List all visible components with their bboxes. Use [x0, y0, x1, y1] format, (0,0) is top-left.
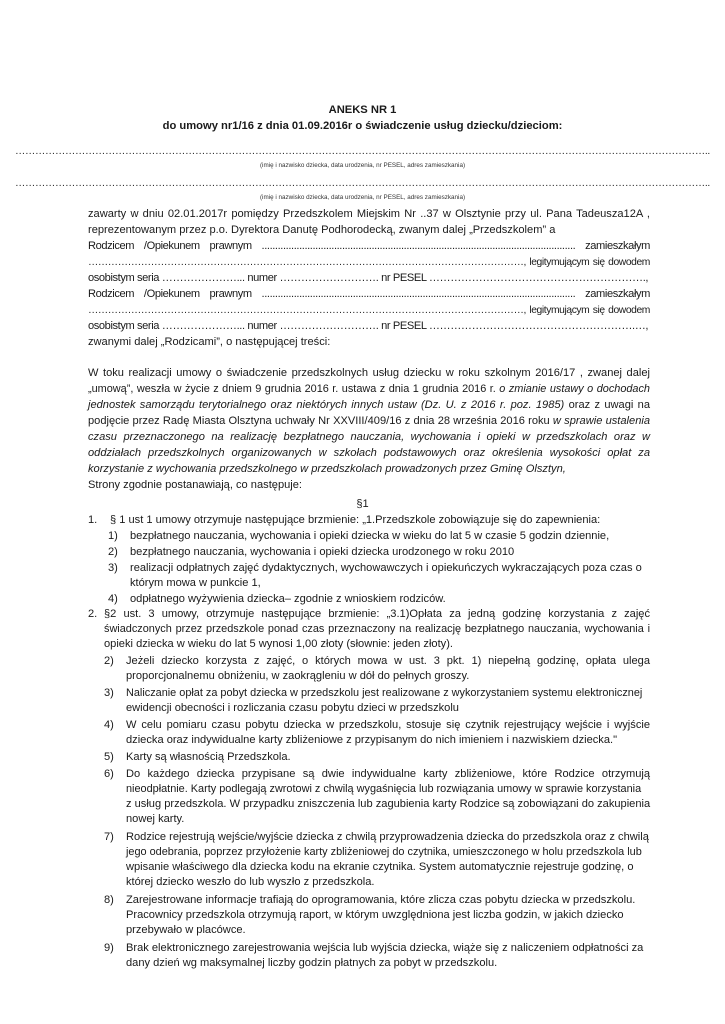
item-2-sub-9-number: 9): [104, 942, 114, 954]
item-1-sub-2-number: 2): [108, 546, 118, 558]
preamble-line-8: Strony zgodnie postanawiają, co następuje:: [88, 479, 303, 491]
item-2-number: 2.: [88, 608, 98, 620]
preamble-line-2-italic: o zmianie ustawy o dochodach: [499, 383, 650, 395]
parties-line-7: ……………………………………………………………………………………………………………………, legitymującym się dowodem: [88, 305, 650, 316]
parties-line-5: osobistym seria …………………... numer ………………………. nr PESEL …………………………………………………….,: [88, 272, 649, 284]
preamble-line-4-text: podjęcie przez Radę Miasta Olsztyna uchwały Nr XXVIII/409/16 z dnia 28 września 2016 roku: [88, 415, 550, 427]
item-2-sub-7-line-4: której dziecko weszło do lub wyszło z przedszkola.: [126, 876, 375, 888]
annex-subtitle: do umowy nr1/16 z dnia 01.09.2016r o świadczenie usług dziecku/dzieciom:: [162, 120, 563, 132]
parties-line-9: zwanymi dalej „Rodzicami”, o następującej treści:: [88, 336, 331, 348]
item-2-sub-7-line-3: wpisanie właściwego dla dziecka kodu na ekranie czytnika. System automatycznie rejestruje godzinę, o: [126, 861, 634, 873]
child-info-hint-2: (imię i nazwisko dziecka, data urodzenia, nr PESEL, adres zamieszkania): [259, 194, 466, 201]
item-2-line-3: opieki dziecka w wieku do lat 5 wynosi 1,00 złoty (słownie: jeden złoty).: [104, 638, 454, 650]
parties-line-8: osobistym seria …………………... numer ………………………. nr PESEL ………………………………………………….…,: [88, 320, 649, 332]
item-2-sub-5-line-1: Karty są własnością Przedszkola.: [126, 751, 291, 763]
parties-line-1: zawarty w dniu 02.01.2017r pomiędzy Przedszkolem Miejskim Nr ..37 w Olsztynie przy ul. Pana Tadeusza12A ,: [88, 208, 650, 220]
item-1-sub-1-line-1: bezpłatnego nauczania, wychowania i opieki dziecka w wieku do lat 5 w czasie 5 godzin dziennie,: [130, 530, 610, 542]
parties-line-6: Rodzicem /Opiekunem prawnym ..................................................................................................................... zamieszkałym: [88, 288, 650, 300]
preamble-line-4: [88, 414, 650, 429]
preamble-line-3: [88, 398, 650, 413]
item-2-line-1: §2 ust. 3 umowy, otrzymuje następujące brzmienie: „3.1)Opłata za jedną godzinę korzystania z zajęć: [104, 608, 650, 620]
item-2-sub-6-line-1: Do każdego dziecka przypisane są dwie indywidualne karty zbliżeniowe, które Rodzice otrzymują: [126, 768, 650, 780]
item-2-sub-2-line-1: Jeżeli dziecko korzysta z zajęć, o których mowa w ust. 3 pkt. 1) niepełną godzinę, opłata ulega: [126, 655, 650, 667]
item-2-line-2: świadczonych przez przedszkole ponad czas przeznaczony na realizację bezpłatnego nauczania, wychowania i: [104, 623, 650, 635]
item-2-sub-8-line-3: przebywało w placówce.: [126, 924, 246, 936]
preamble-line-7-italic: korzystanie z wychowania przedszkolnego w przedszkolach prowadzonych przez Gminę Olsztyn,: [88, 463, 566, 475]
item-2-sub-7-line-2: jego odebrania, poprzez przyłożenie karty zbliżeniowej do czytnika, umieszczonego w holu przedszkola lub: [126, 846, 642, 858]
parties-line-4: ……………………………………………………………………………………………………………………, legitymującym się dowodem: [88, 257, 650, 268]
item-2-sub-2-line-2: proporcjonalnemu obniżeniu, w zaokrągleniu w dół do pełnych groszy.: [126, 670, 470, 682]
item-2-sub-3-number: 3): [104, 687, 114, 699]
item-2-sub-8-line-1: Zarejestrowane informacje trafiają do oprogramowania, które zlicza czas pobytu dziecka w przedszkolu.: [126, 894, 636, 906]
item-2-sub-6-line-3: z usług przedszkola. W przypadku zniszczenia lub zagubienia karty Rodzice są zobowiązani do zakupienia: [126, 798, 651, 810]
item-2-sub-9-line-1: Brak elektronicznego zarejestrowania wejścia lub wyjścia dziecka, wiąże się z naliczeniem odpłatności za: [126, 942, 644, 954]
parties-line-2: reprezentowanym przez p.o. Dyrektora Danutę Podhorodecką, zwanym dalej „Przedszkolem” a: [88, 224, 556, 236]
item-1-number: 1.: [88, 514, 98, 526]
item-2-sub-3-line-1: Naliczanie opłat za pobyt dziecka w przedszkolu jest realizowane z wykorzystaniem systemu elektronicznej: [126, 687, 643, 699]
item-1-sub-3-number: 3): [108, 562, 118, 574]
preamble-line-6-italic: oddziałach przedszkolnych organizowanych w szkołach podstawowych oraz określenia wysokości opłat za: [88, 447, 650, 459]
child-info-line-1: ………………………………………………………………………………………………………………………………………………………………………………………..: [15, 146, 710, 157]
item-2-sub-6-line-2: nieodpłatnie. Karty podlegają zwrotowi z chwilą wygaśnięcia lub rozwiązania umowy w sprawie korzystania: [126, 783, 642, 795]
item-1-sub-1-number: 1): [108, 530, 118, 542]
preamble-line-6: [88, 446, 650, 461]
item-2-sub-4-number: 4): [104, 719, 114, 731]
item-1-sub-4-number: 4): [108, 593, 118, 605]
item-1-sub-2-line-1: bezpłatnego nauczania, wychowania i opieki dziecka urodzonego w roku 2010: [130, 546, 515, 558]
item-1-sub-3-line-2: którym mowa w punkcie 1,: [130, 577, 261, 589]
preamble-line-2-text: „umową”, weszła w życie z dniem 9 grudnia 2016 r. ustawa z dnia 1 grudnia 2016 r.: [88, 383, 496, 395]
annex-title: ANEKS NR 1: [328, 104, 397, 116]
child-info-line-2: ………………………………………………………………………………………………………………………………………………………………………………………..: [15, 178, 710, 189]
preamble-line-2: [88, 382, 650, 397]
child-info-hint-1: (imię i nazwisko dziecka, data urodzenia, nr PESEL, adres zamieszkania): [259, 162, 466, 169]
item-2-sub-7-line-1: Rodzice rejestrują wejście/wyjście dziecka z chwilą przyprowadzenia dziecka do przedszkola oraz z chwilą: [126, 831, 649, 843]
preamble-line-3-italic: jednostek samorządu terytorialnego oraz niektórych innych ustaw (Dz. U. z 2016 r. poz. 1985): [88, 399, 565, 411]
preamble-line-7: [88, 462, 650, 477]
item-2-sub-7-number: 7): [104, 831, 114, 843]
preamble-line-5: [88, 430, 650, 445]
item-1-sub-4-line-1: odpłatnego wyżywienia dziecka– zgodnie z wnioskiem rodziców.: [130, 593, 446, 605]
item-1-text: § 1 ust 1 umowy otrzymuje następujące brzmienie: „1.Przedszkole zobowiązuje się do zapewnienia:: [110, 514, 601, 526]
item-2-sub-4-line-2: dziecka oraz indywidualne karty zbliżeniowe z przypisanym do nich imieniem i nazwiskiem dziecka.": [126, 734, 618, 746]
preamble-line-5-italic: czasu przeznaczonego na realizację bezpłatnego nauczania, wychowania i opieki w przedszkolach oraz w: [88, 431, 650, 443]
item-1-sub-3-line-1: realizacji odpłatnych zajęć dydaktycznych, wychowawczych i opiekuńczych wykraczających poza czas o: [130, 562, 642, 574]
item-2-sub-6-number: 6): [104, 768, 114, 780]
preamble-line-4-italic: w sprawie ustalenia: [552, 415, 650, 427]
item-2-sub-6-line-4: nowej karty.: [126, 813, 185, 825]
item-2-sub-9-line-2: dany dzień wg maksymalnej liczby godzin płatnych za pobyt w przedszkolu.: [126, 957, 498, 969]
preamble-line-3-text: oraz z uwagi na: [568, 399, 650, 411]
preamble-line-1: W toku realizacji umowy o świadczenie przedszkolnych usług dziecku w roku szkolnym 2016/17 , zwanej dalej: [88, 367, 650, 379]
item-2-sub-5-number: 5): [104, 751, 114, 763]
item-2-sub-8-line-2: Pracownicy przedszkola otrzymują raport, w którym uwzględniona jest liczba godzin, w jakich dziecko: [126, 909, 624, 921]
item-2-sub-2-number: 2): [104, 655, 114, 667]
item-2-sub-4-line-1: W celu pomiaru czasu pobytu dziecka w przedszkolu, stosuje się czytnik rejestrujący wejście i wyjście: [126, 719, 650, 731]
item-2-sub-8-number: 8): [104, 894, 114, 906]
item-2-sub-3-line-2: ewidencji obecności i rozliczania czasu pobytu dzieci w przedszkolu: [126, 702, 459, 714]
section-heading: §1: [356, 498, 369, 510]
parties-line-3: Rodzicem /Opiekunem prawnym ..................................................................................................................... zamieszkałym: [88, 240, 650, 252]
